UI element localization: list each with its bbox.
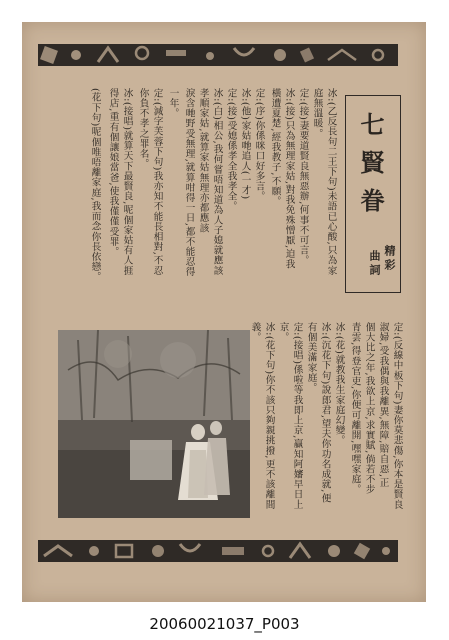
upper-text-column: 冰:(白)相公,我何嘗唔知道為人子媳就應該 — [211, 88, 223, 276]
lower-text-column: 個大比之年,我欲上京,求實賦,倘若不步 — [363, 322, 375, 495]
upper-text-column: 定:(減字芙蓉下句)我亦知不能長相對,不忍 — [151, 88, 163, 276]
upper-text-column: 橫遭夏楚,經我教子,不願。 — [269, 88, 281, 207]
upper-text-column: (花下句)呢個唯唔離家庭,我而念你長依戀。 — [89, 88, 101, 282]
subtitle-lyrics: 曲詞 — [368, 250, 381, 278]
top-band-ornament — [38, 44, 398, 66]
bottom-decorative-band — [38, 540, 398, 562]
lower-text-column: 京。 — [277, 322, 289, 343]
upper-text-column: 定:(序)你係咪口好多言。 — [253, 88, 265, 202]
lower-text-column: 義。 — [249, 322, 261, 343]
bottom-band-ornament — [38, 540, 398, 562]
lower-text-column: 冰:(花)就教我生家庭幻變。 — [333, 322, 345, 446]
upper-text-column: 冰:(接唱)就算天下最賢良,呢個家姑有人捱 — [121, 88, 133, 276]
lower-text-column: 青雲,得登官吏,你便可離開,嘿嘿家庭。 — [349, 322, 361, 495]
subtitle-highlight: 精彩 — [383, 245, 396, 273]
lower-text-column: 定:(反線中板下句)妻你莫悲傷,你本是賢良 — [391, 322, 403, 510]
upper-text-column: 定:(接)受媳係孝全我孝全。 — [225, 88, 237, 212]
top-decorative-band — [38, 44, 398, 66]
upper-text-column: 孝順家姑,就算家姑無理亦都應該 — [197, 88, 209, 233]
upper-text-column: 冰:(接)只為無理家姑,對我免殊憎厭,迫我 — [283, 88, 295, 269]
upper-text-column: 冰:(他)家姑哋追人(一才) — [239, 88, 251, 200]
lower-text-column: 定:(接唱)係啦等我即上京,贏知阿嬸早日上 — [291, 322, 303, 510]
upper-text-column: 一年。 — [167, 88, 179, 119]
upper-text-column: 庭無溫暖。 — [311, 88, 323, 139]
upper-text-column: 定:(接)妻要道賢良無惡辦,何事不可言。 — [297, 88, 309, 266]
upper-text-column: 得店,重有個讓娘當爸,使我僅僅受罪。 — [107, 88, 119, 257]
upper-text-column: 淚含哋野受無理,就算咁得一日,都不能忍得 — [183, 88, 195, 277]
upper-text-column: 冰:(乙反長句二王下句)未語已心酸,只為家 — [325, 88, 337, 276]
upper-text-column: 你負不孝之罪名。 — [137, 88, 149, 169]
lower-text-column: 有個美滿家庭。 — [305, 322, 317, 393]
lower-text-column: 冰:(花下句)你不該只夠親挑撥,更不該離間 — [263, 322, 275, 510]
lower-text-column: 冰:(沉花下句)說郎君,望夫你功名成就,便 — [319, 322, 331, 503]
stage-photo — [58, 330, 250, 518]
lower-text-column: 淑婦,受我偶與我離異,無障,賠自惡,正 — [377, 322, 389, 488]
stage-photo-image — [58, 330, 250, 518]
image-id-caption: 20060021037_P003 — [149, 615, 300, 633]
page-title: 七賢眷 — [356, 112, 384, 226]
